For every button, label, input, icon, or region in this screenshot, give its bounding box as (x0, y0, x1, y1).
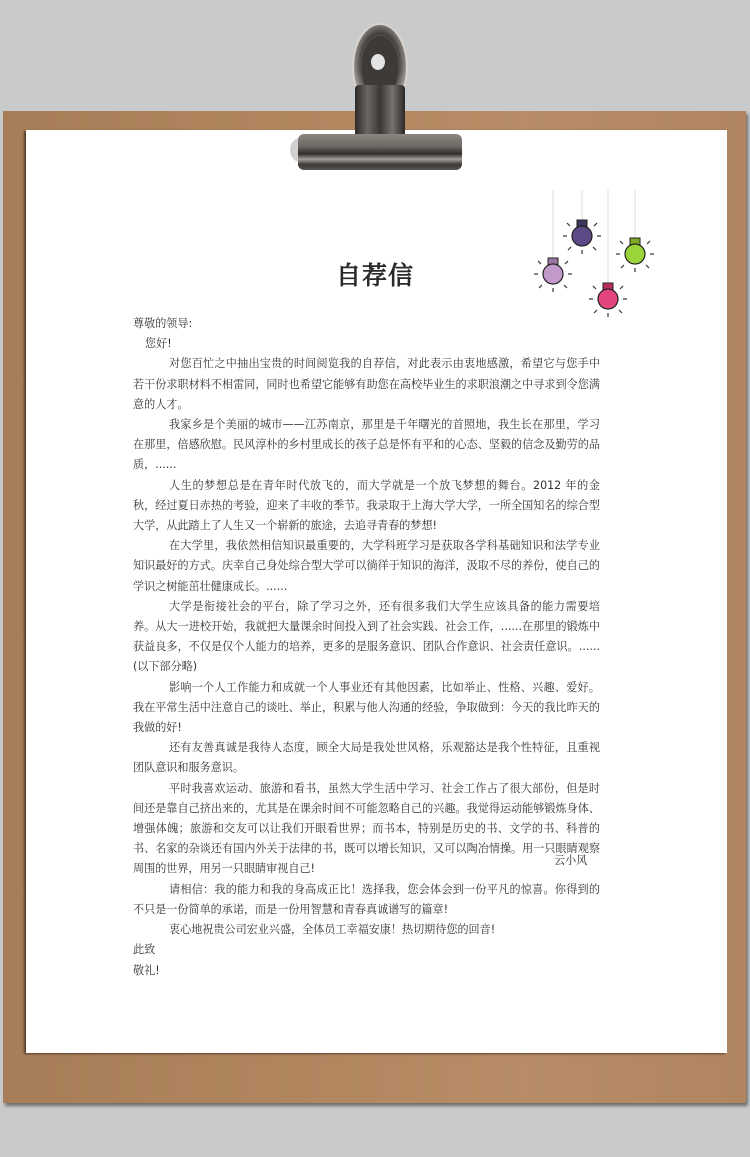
paragraph: 我家乡是个美丽的城市——江苏南京，那里是千年曙光的首照地，我生长在那里，学习在那里，倍感欣慰。民风淳朴的乡村里成长的孩子总是怀有平和的心态、坚毅的信念及勤劳的品质，...... (133, 418, 600, 472)
letter-title: 自荐信 (335, 261, 414, 290)
letter-body (133, 314, 600, 981)
paragraph: 人生的梦想总是在青年时代放飞的，而大学就是一个放飞梦想的舞台。2012 年的金秋，经过夏日赤热的考验，迎来了丰收的季节。我录取于上海大学大学，一所全国知名的综合型大学，从此踏上了人生又一个崭新的旅途，去追寻青春的梦想! (133, 478, 600, 533)
paragraph: 影响一个人工作能力和成就一个人事业还有其他因素，比如举止、性格、兴趣、爱好。我在平常生活中注意自己的谈吐、举止，积累与他人沟通的经验，争取做到：今天的我比昨天的我做的好! (133, 680, 600, 735)
paragraph: 衷心地祝贵公司宏业兴盛，全体员工幸福安康！热切期待您的回音! (169, 923, 496, 937)
paragraph: 对您百忙之中抽出宝贵的时间阅览我的自荐信，对此表示由衷地感激，希望它与您手中若干份求职材料不相雷同，同时也希望它能够有助您在高校毕业生的求职浪潮之中寻求到令您满意的人才。 (133, 357, 600, 411)
greeting: 您好! (145, 337, 172, 351)
paragraph: 在大学里，我依然相信知识最重要的，大学科班学习是获取各学科基础知识和法学专业知识最好的方式。庆幸自己身处综合型大学可以徜徉于知识的海洋，汲取不尽的养份，使自己的学识之树能茁壮健康成长。...... (133, 539, 600, 593)
signature: 云小风 (554, 854, 588, 867)
paragraph: 大学是衔接社会的平台，除了学习之外，还有很多我们大学生应该具备的能力需要培养。从大一进校开始，我就把大量课余时间投入到了社会实践、社会工作，......在那里的锻炼中获益良多，不仅是仅个人能力的培养，更多的是服务意识、团队合作意识、社会责任意识。......(以下部分略) (133, 599, 600, 674)
bulb-purple-dark (563, 220, 601, 254)
paragraph: 平时我喜欢运动、旅游和看书，虽然大学生活中学习、社会工作占了很大部份，但是时间还是靠自己挤出来的，尤其是在课余时间不可能忽略自己的兴趣。我觉得运动能够锻炼身体、增强体魄；旅游和交友可以让我们开眼看世界；而书本，特别是历史的书、文学的书、科普的书、名家的杂谈还有国内外关于法律的书，既可以增长知识，又可以陶冶情操。用一只眼睛观察周围的世界，用另一只眼睛审视自己! (133, 781, 600, 876)
paragraph: 请相信：我的能力和我的身高成正比！选择我，您会体会到一份平凡的惊喜。你得到的不只是一份简单的承诺，而是一份用智慧和青春真诚谱写的篇章! (133, 882, 600, 916)
closing-line: 此致 (133, 943, 156, 957)
paragraph: 还有友善真诚是我待人态度，顾全大局是我处世风格，乐观豁达是我个性特征，且重视团队意识和服务意识。 (133, 741, 600, 775)
hanging-lightbulbs-icon (520, 190, 670, 320)
salutation: 尊敬的领导: (133, 317, 193, 330)
closing-regards: 敬礼! (133, 963, 160, 977)
binder-clip-icon (0, 0, 750, 180)
